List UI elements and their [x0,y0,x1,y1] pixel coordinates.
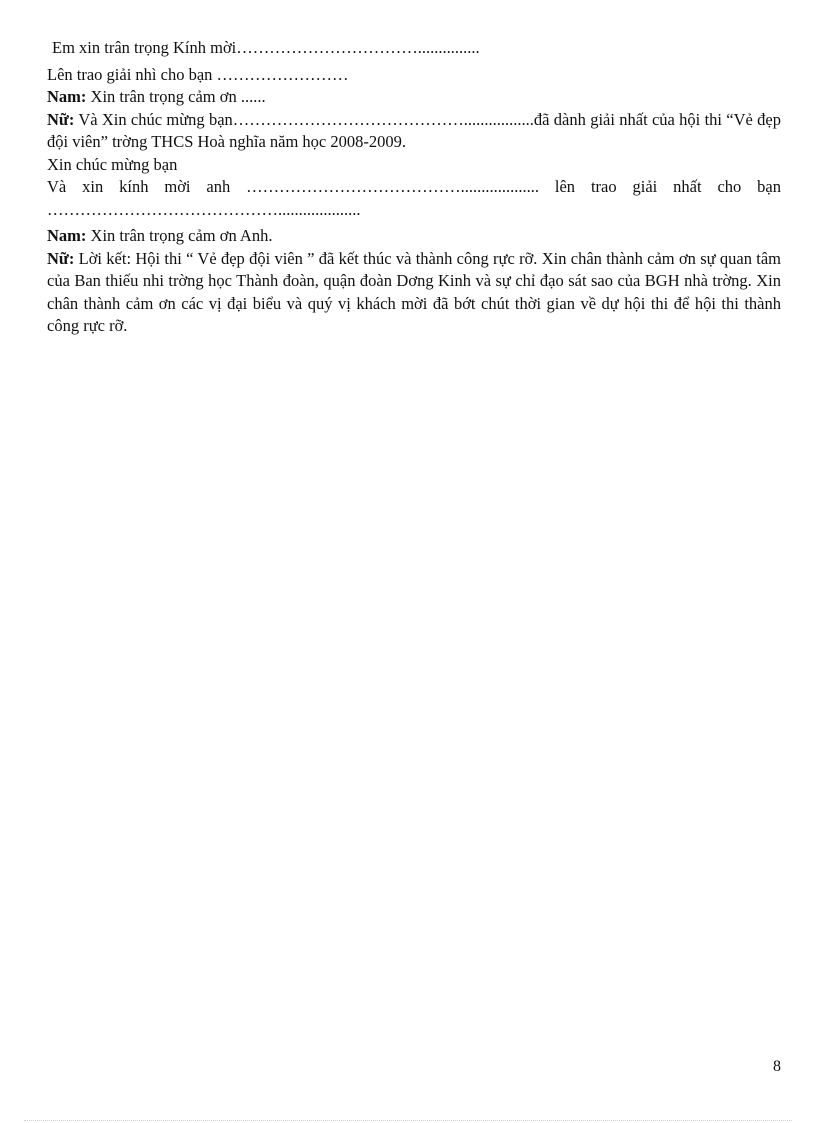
congrats-line [47,154,781,177]
female-host-congrats-paragraph [47,109,781,154]
page-number: 8 [773,1058,781,1075]
male-host-thanks-text: Xin trân trọng cảm ơn ...... [86,87,266,106]
second-prize-text: Lên trao giải nhì cho bạn …………………… [47,64,349,84]
congrats-text: Xin chúc mừng bạn [47,154,178,174]
first-prize-invite-line [47,176,781,199]
closing-remarks-paragraph [47,248,781,338]
invitation-text: Em xin trân trọng Kính mời……………………………............... [52,38,480,57]
speaker-label-female: Nữ: [47,248,75,268]
female-host-congrats-text: Và Xin chúc mừng bạn…………………………………….................đã dành giải nhất của hội thi “Vẻ đẹp đội viên” trờng THCS Hoà nghĩa năm học 2008-2009. [47,109,781,151]
closing-remarks-text: Lời kết: Hội thi “ Vẻ đẹp đội viên ” đã kết thúc và thành công rực rỡ. Xin chân thành cảm ơn sự quan tâm của Ban thiếu nhi trờng học Thành đoàn, quận đoàn Dơng Kinh và sự chỉ đạo sát sao của BGH nhà trờng. Xin chân thành cảm ơn các vị đại biểu và quý vị khách mời đã bớt chút thời gian về dự hội thi để hội thi thành công rực rỡ. [47,248,781,335]
invitation-line [47,37,781,60]
first-prize-invite-text: Và xin kính mời anh …………………………………................... lên trao giải nhất cho bạn [47,177,781,196]
male-host-thanks-anh-text: Xin trân trọng cảm ơn Anh. [86,226,273,245]
male-host-thanks-line [47,86,781,109]
second-prize-line [47,64,781,87]
page-bottom-divider [24,1120,792,1121]
first-prize-blank-line [47,199,781,222]
speaker-label-male: Nam: [47,226,87,245]
male-host-thanks-anh-line [47,225,781,248]
document-body [47,37,781,338]
speaker-label-female: Nữ: [47,109,75,129]
first-prize-blank-text: …………………………………….................... [47,199,361,219]
speaker-label-male: Nam: [47,87,87,106]
